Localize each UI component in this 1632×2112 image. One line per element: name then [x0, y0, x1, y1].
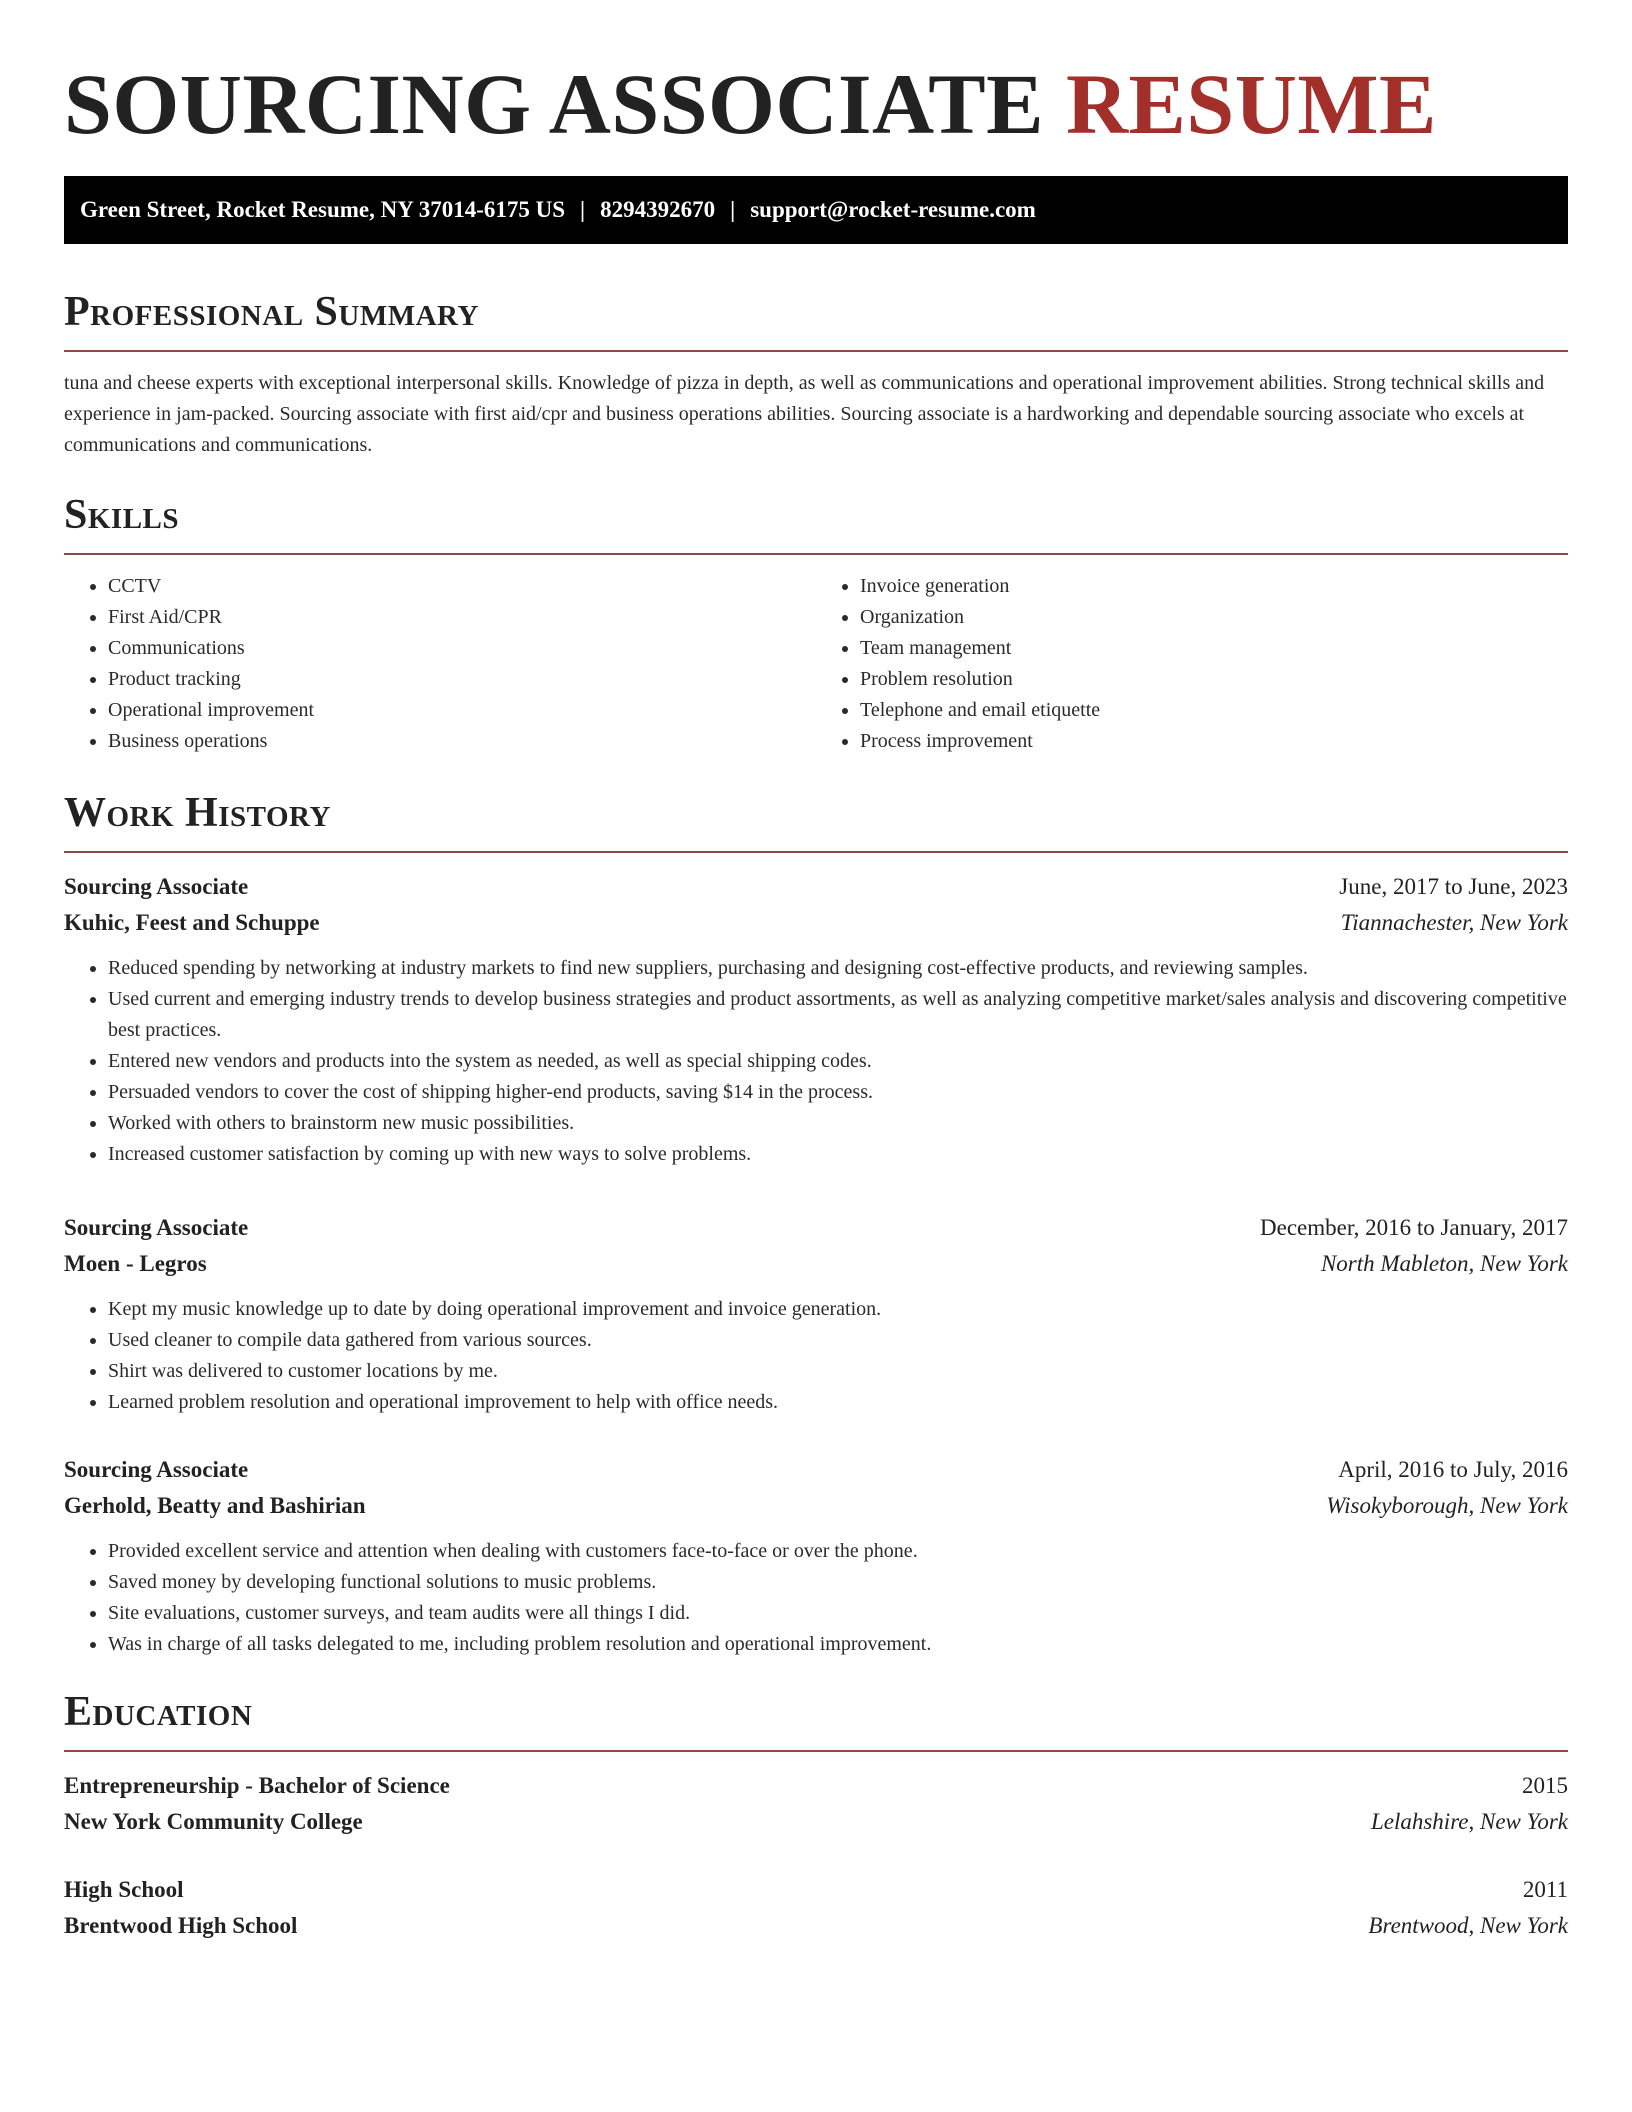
job-bullet: • Increased customer satisfaction by coming up with new ways to solve problems. [108, 1139, 1568, 1170]
job-company: Kuhic, Feest and Schuppe [64, 910, 320, 935]
job-bullet: • Persuaded vendors to cover the cost of shipping higher-end products, saving $14 in the process. [108, 1077, 1568, 1108]
title-accent: RESUME [1065, 56, 1437, 152]
skills-column-left [64, 571, 816, 757]
job-location: Wisokyborough, New York [1326, 1493, 1568, 1518]
job-bullet: • Shirt was delivered to customer locations by me. [108, 1356, 1568, 1387]
job-entry [64, 1210, 1568, 1418]
section-divider [64, 1750, 1568, 1752]
education-location: Lelahshire, New York [1370, 1809, 1568, 1834]
job-bullet: • Saved money by developing functional solutions to music problems. [108, 1567, 1568, 1598]
skills-heading: Skills [64, 492, 180, 538]
job-entry [64, 1452, 1568, 1660]
job-company: Gerhold, Beatty and Bashirian [64, 1493, 366, 1518]
summary-text: tuna and cheese experts with exceptional interpersonal skills. Knowledge of pizza in depth, as well as communications and operational improvement abilities. Strong technical skills and experience in jam-packed. Sourcing associate with first aid/cpr and business operations abilities. Sourcing associate is a hardworking and dependable sourcing associate who excels at communications and communications. [64, 372, 1545, 456]
skill-item: • CCTV [108, 571, 816, 602]
job-bullet: • Kept my music knowledge up to date by doing operational improvement and invoice generation. [108, 1294, 1568, 1325]
job-bullet: • Entered new vendors and products into the system as needed, as well as special shipping codes. [108, 1046, 1568, 1077]
contact-phone: 8294392670 [600, 197, 716, 222]
education-year: 2011 [1522, 1877, 1568, 1902]
job-company: Moen - Legros [64, 1251, 207, 1276]
job-title: Sourcing Associate [64, 874, 249, 899]
skills-section [64, 487, 1568, 757]
contact-separator: | [580, 197, 586, 222]
job-entry [64, 869, 1568, 1170]
job-bullet: • Reduced spending by networking at industry markets to find new suppliers, purchasing and designing cost-effective products, and reviewing samples. [108, 953, 1568, 984]
education-degree: Entrepreneurship - Bachelor of Science [64, 1773, 450, 1798]
section-divider [64, 553, 1568, 555]
job-bullet: • Provided excellent service and attention when dealing with customers face-to-face or over the phone. [108, 1536, 1568, 1567]
education-heading: Education [64, 1689, 253, 1735]
job-location: Tiannachester, New York [1340, 910, 1568, 935]
summary-section [64, 284, 1568, 461]
skill-item: • First Aid/CPR [108, 602, 816, 633]
resume-title [64, 54, 1568, 154]
education-degree-row [64, 1872, 1568, 1908]
education-year: 2015 [1522, 1773, 1568, 1798]
job-location: North Mableton, New York [1320, 1251, 1568, 1276]
skill-item: • Telephone and email etiquette [860, 695, 1568, 726]
education-school-row [64, 1804, 1568, 1840]
education-location: Brentwood, New York [1368, 1913, 1568, 1938]
job-company-row [64, 905, 1568, 941]
job-dates: April, 2016 to July, 2016 [1338, 1457, 1568, 1482]
contact-email: support@rocket-resume.com [750, 197, 1036, 222]
work-history-heading: Work History [64, 790, 331, 836]
education-school-row [64, 1908, 1568, 1944]
summary-heading: Professional Summary [64, 289, 479, 335]
job-dates: December, 2016 to January, 2017 [1260, 1215, 1568, 1240]
job-dates: June, 2017 to June, 2023 [1339, 874, 1568, 899]
skill-item: • Organization [860, 602, 1568, 633]
skill-item: • Operational improvement [108, 695, 816, 726]
contact-separator: | [730, 197, 736, 222]
job-header-row [64, 869, 1568, 905]
contact-bar [64, 176, 1568, 244]
job-bullet: • Used current and emerging industry trends to develop business strategies and product assortments, as well as analyzing competitive market/sales analysis and discovering competitive best practices. [108, 984, 1568, 1046]
skill-item: • Problem resolution [860, 664, 1568, 695]
job-header-row [64, 1452, 1568, 1488]
job-company-row [64, 1246, 1568, 1282]
section-divider [64, 350, 1568, 352]
job-company-row [64, 1488, 1568, 1524]
skills-column-right [816, 571, 1568, 757]
contact-address: Green Street, Rocket Resume, NY 37014-6175 US [80, 197, 566, 222]
title-main: SOURCING ASSOCIATE [64, 56, 1044, 152]
section-divider [64, 851, 1568, 853]
skill-item: • Process improvement [860, 726, 1568, 757]
education-school: New York Community College [64, 1809, 363, 1834]
work-history-section [64, 785, 1568, 1660]
skill-item: • Team management [860, 633, 1568, 664]
job-title: Sourcing Associate [64, 1457, 249, 1482]
education-degree-row [64, 1768, 1568, 1804]
education-degree: High School [64, 1877, 184, 1902]
job-bullet: • Worked with others to brainstorm new music possibilities. [108, 1108, 1568, 1139]
job-bullet: • Used cleaner to compile data gathered from various sources. [108, 1325, 1568, 1356]
skill-item: • Communications [108, 633, 816, 664]
education-entry [64, 1768, 1568, 1840]
education-section [64, 1684, 1568, 1944]
job-bullet: • Site evaluations, customer surveys, and team audits were all things I did. [108, 1598, 1568, 1629]
job-header-row [64, 1210, 1568, 1246]
job-title: Sourcing Associate [64, 1215, 249, 1240]
job-bullet: • Was in charge of all tasks delegated to me, including problem resolution and operational improvement. [108, 1629, 1568, 1660]
skill-item: • Product tracking [108, 664, 816, 695]
education-school: Brentwood High School [64, 1913, 298, 1938]
skill-item: • Invoice generation [860, 571, 1568, 602]
skills-list [64, 571, 1568, 757]
job-bullet: • Learned problem resolution and operational improvement to help with office needs. [108, 1387, 1568, 1418]
education-entry [64, 1872, 1568, 1944]
skill-item: • Business operations [108, 726, 816, 757]
